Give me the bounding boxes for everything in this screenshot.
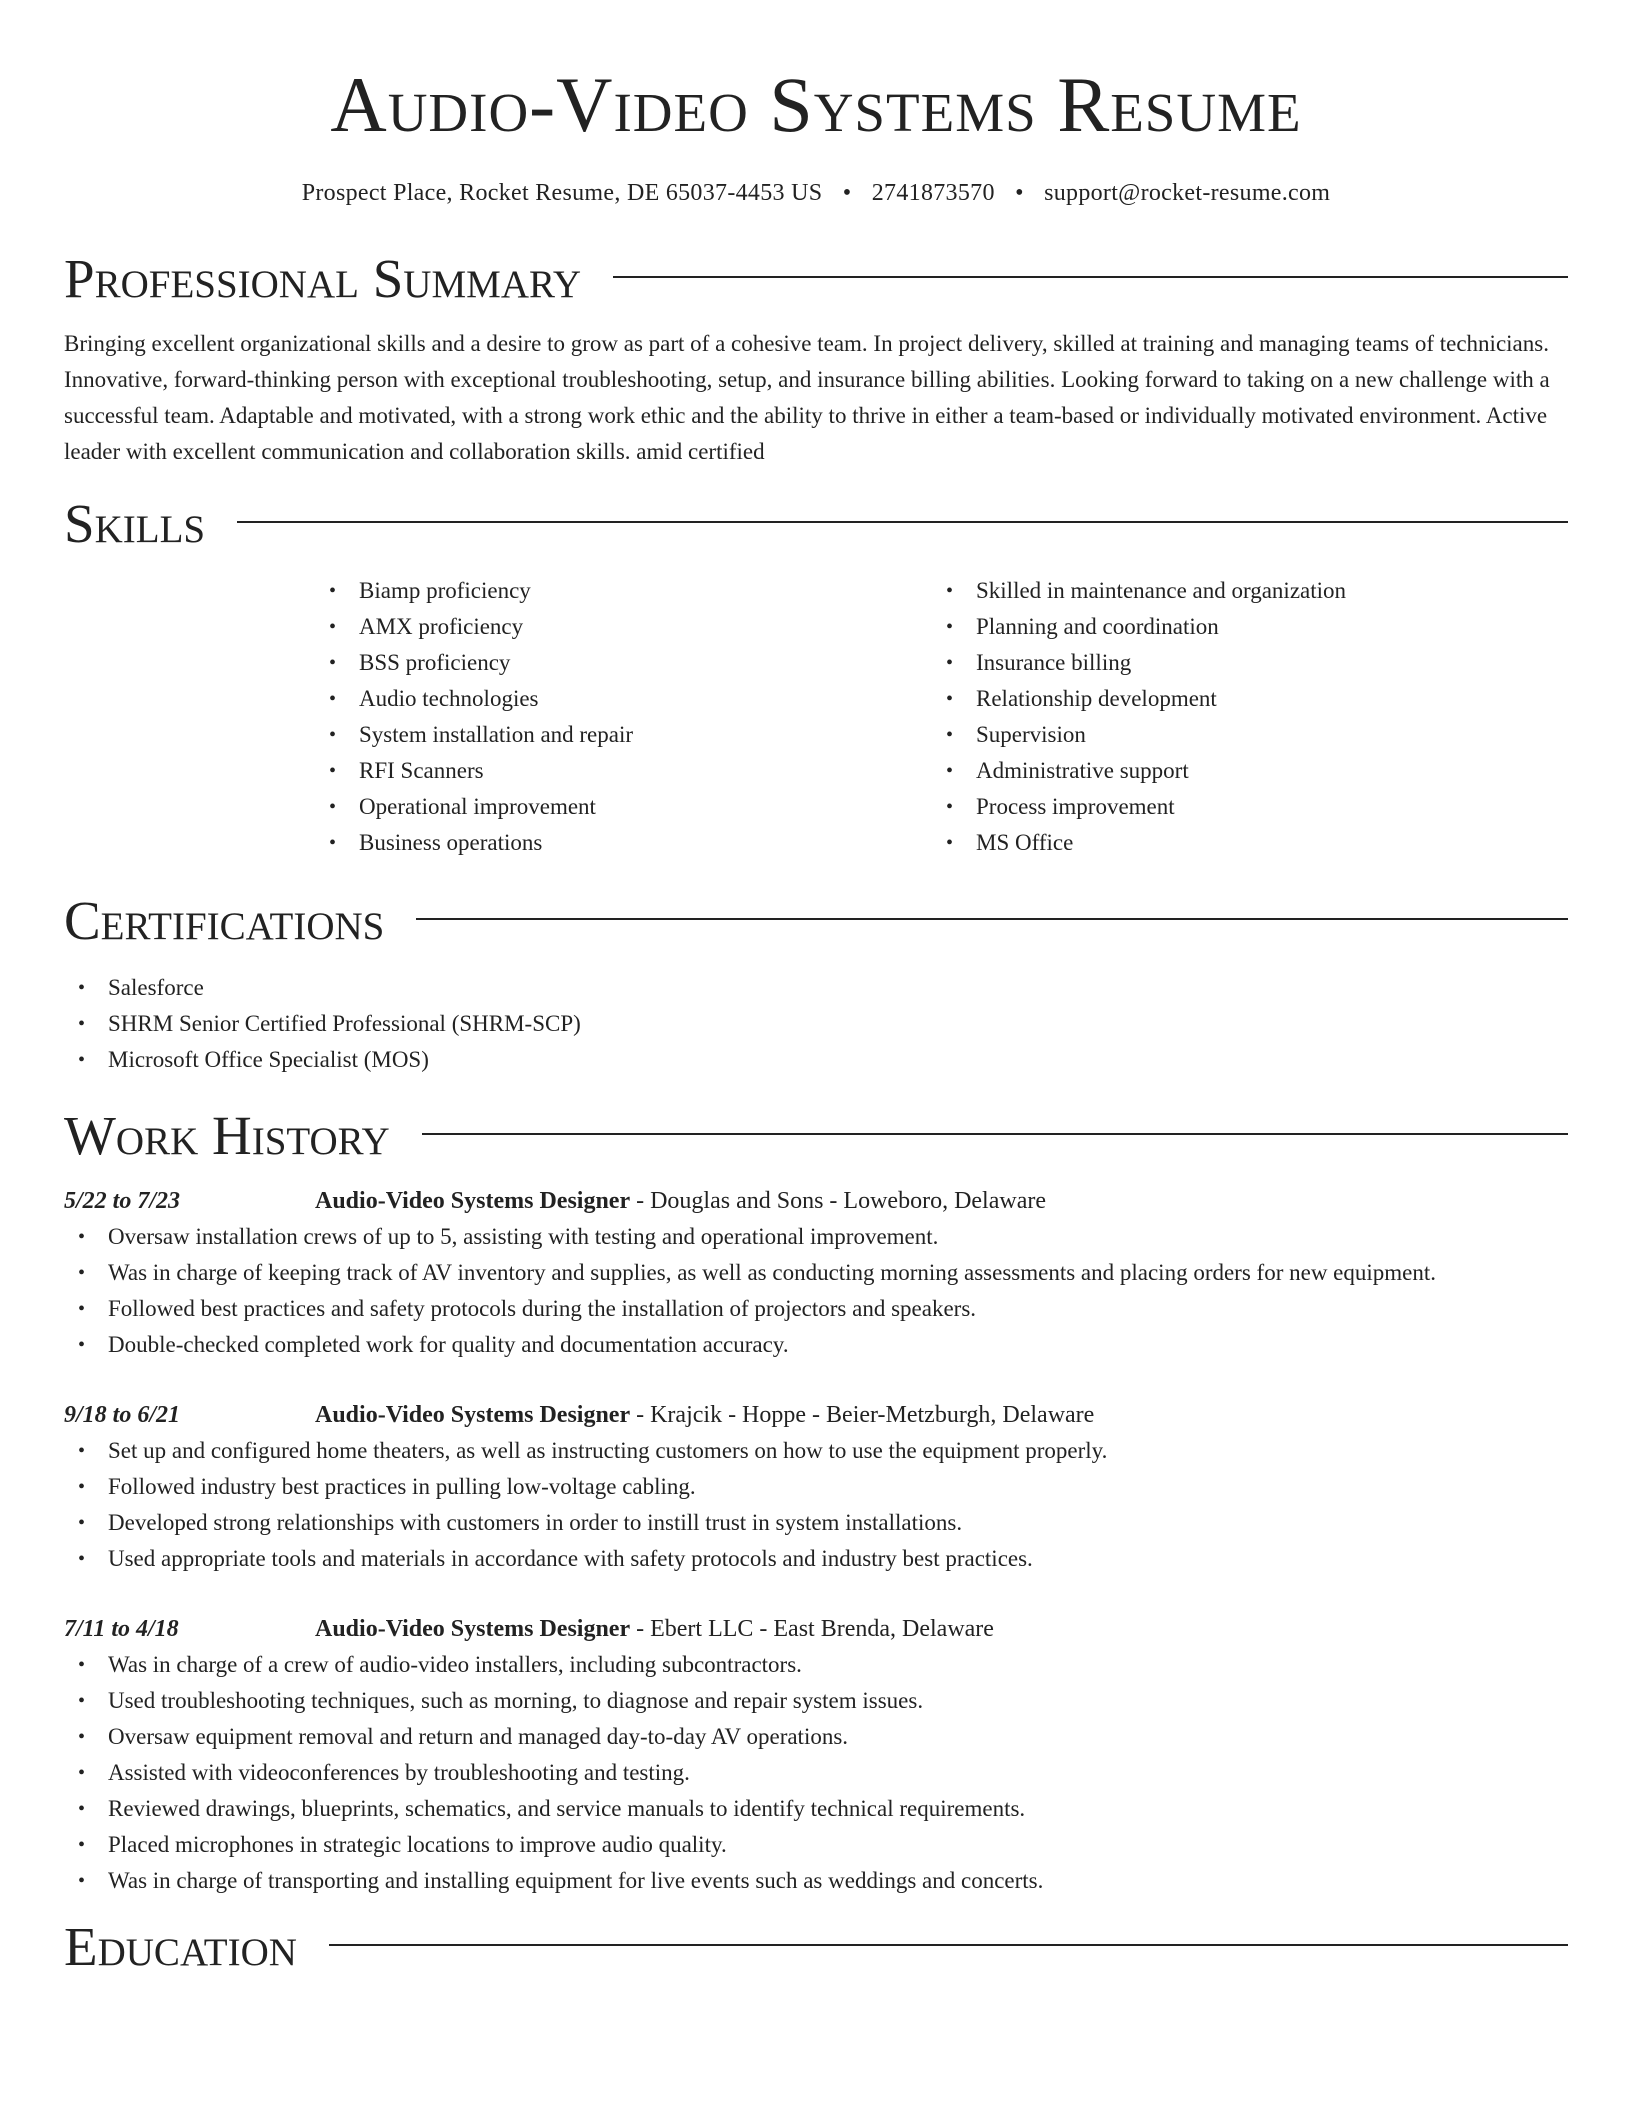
job-position [315,1611,994,1647]
skills-header [64,493,1568,554]
section-divider [613,276,1568,278]
job-heading [64,1183,1568,1219]
job-dates: 9/18 to 6/21 [64,1402,181,1428]
job-company-location: - Douglas and Sons - Loweboro, Delaware [630,1188,1046,1214]
section-divider [237,521,1568,523]
job-title: Audio-Video Systems Designer [315,1616,631,1642]
summary-section [64,248,1568,470]
skills-title: Skills [64,493,206,554]
section-divider [422,1133,1568,1135]
skill-item: • RFI Scanners [315,753,932,789]
job-position [315,1183,1046,1219]
certification-item: • Microsoft Office Specialist (MOS) [64,1042,1568,1078]
job-title: Audio-Video Systems Designer [315,1402,631,1428]
contact-separator: • [1015,180,1024,206]
certifications-header [64,890,1568,951]
job-dates: 5/22 to 7/23 [64,1188,181,1214]
contact-address: Prospect Place, Rocket Resume, DE 65037-4453 US [301,180,823,206]
job-bullet: • Placed microphones in strategic locations to improve audio quality. [64,1827,1568,1863]
contact-separator: • [842,180,852,206]
job-bullet: • Set up and configured home theaters, as well as instructing customers on how to use the equipment properly. [64,1433,1568,1469]
job-title: Audio-Video Systems Designer [315,1188,631,1214]
job-company-location: - Ebert LLC - East Brenda, Delaware [630,1616,994,1642]
job-bullet: • Was in charge of transporting and installing equipment for live events such as weddings and concerts. [64,1863,1568,1899]
work-section [64,1105,1568,1899]
job-heading [64,1397,1568,1433]
contact-line [64,180,1568,207]
job-bullet: • Double-checked completed work for quality and documentation accuracy. [64,1327,1568,1363]
contact-phone: 2741873570 [871,180,995,206]
resume-name: Audio-Video Systems Resume [330,61,1302,148]
skill-item: • Biamp proficiency [315,573,932,609]
job-entry [64,1611,1568,1899]
section-divider [329,1944,1568,1946]
job-bullet: • Oversaw installation crews of up to 5, assisting with testing and operational improvement. [64,1219,1568,1255]
work-header [64,1105,1568,1166]
education-header [64,1916,1568,1977]
skill-item: • Insurance billing [932,645,1568,681]
certification-item: • SHRM Senior Certified Professional (SHRM-SCP) [64,1006,1568,1042]
job-bullet: • Followed industry best practices in pulling low-voltage cabling. [64,1469,1568,1505]
skill-item: • Planning and coordination [932,609,1568,645]
skill-item: • BSS proficiency [315,645,932,681]
job-dates: 7/11 to 4/18 [64,1616,179,1642]
skill-item: • Process improvement [932,789,1568,825]
certifications-title: Certifications [64,890,385,951]
skill-item: • Skilled in maintenance and organization [932,573,1568,609]
job-position [315,1397,1094,1433]
education-section [64,1916,1568,1977]
summary-text: Bringing excellent organizational skills and a desire to grow as part of a cohesive team. In project delivery, skilled at training and managing teams of technicians. Innovative, forward-thinking person with exceptional troubleshooting, setup, and insurance billing abilities. Looking forward to taking on a new challenge with a successful team. Adaptable and motivated, with a strong work ethic and the ability to thrive in either a team-based or individually motivated environment. Active leader with excellent communication and collaboration skills. amid certified [64,331,1550,464]
work-entries [64,1183,1568,1899]
job-bullet: • Assisted with videoconferences by troubleshooting and testing. [64,1755,1568,1791]
summary-title: Professional Summary [64,248,582,309]
job-bullets [64,1433,1568,1577]
job-company-location: - Krajcik - Hoppe - Beier-Metzburgh, Delaware [630,1402,1095,1428]
skill-item: • Relationship development [932,681,1568,717]
job-bullet: • Followed best practices and safety protocols during the installation of projectors and speakers. [64,1291,1568,1327]
certifications-section [64,890,1568,1078]
section-divider [416,918,1568,920]
job-bullet: • Reviewed drawings, blueprints, schematics, and service manuals to identify technical requirements. [64,1791,1568,1827]
skill-item: • Supervision [932,717,1568,753]
job-bullet: • Was in charge of keeping track of AV inventory and supplies, as well as conducting morning assessments and placing orders for new equipment. [64,1255,1568,1291]
skill-item: • Administrative support [932,753,1568,789]
job-heading [64,1611,1568,1647]
skill-item: • AMX proficiency [315,609,932,645]
job-bullet: • Was in charge of a crew of audio-video installers, including subcontractors. [64,1647,1568,1683]
job-bullet: • Developed strong relationships with customers in order to instill trust in system installations. [64,1505,1568,1541]
job-bullet: • Used appropriate tools and materials in accordance with safety protocols and industry best practices. [64,1541,1568,1577]
job-bullet: • Used troubleshooting techniques, such as morning, to diagnose and repair system issues. [64,1683,1568,1719]
work-title: Work History [64,1105,390,1166]
skill-item: • Business operations [315,825,932,861]
summary-header [64,248,1568,309]
job-bullets [64,1219,1568,1363]
certification-item: • Salesforce [64,970,1568,1006]
job-entry [64,1183,1568,1363]
contact-email: support@rocket-resume.com [1044,180,1331,206]
job-bullets [64,1647,1568,1899]
certifications-list [64,970,1568,1078]
skill-item: • Operational improvement [315,789,932,825]
skill-item: • Audio technologies [315,681,932,717]
job-entry [64,1397,1568,1577]
skills-section [64,493,1568,861]
skill-item: • System installation and repair [315,717,932,753]
skills-list [315,573,1568,861]
skill-item: • MS Office [932,825,1568,861]
education-title: Education [64,1916,297,1977]
job-bullet: • Oversaw equipment removal and return and managed day-to-day AV operations. [64,1719,1568,1755]
skills-left-column [315,573,932,861]
skills-right-column [932,573,1568,861]
